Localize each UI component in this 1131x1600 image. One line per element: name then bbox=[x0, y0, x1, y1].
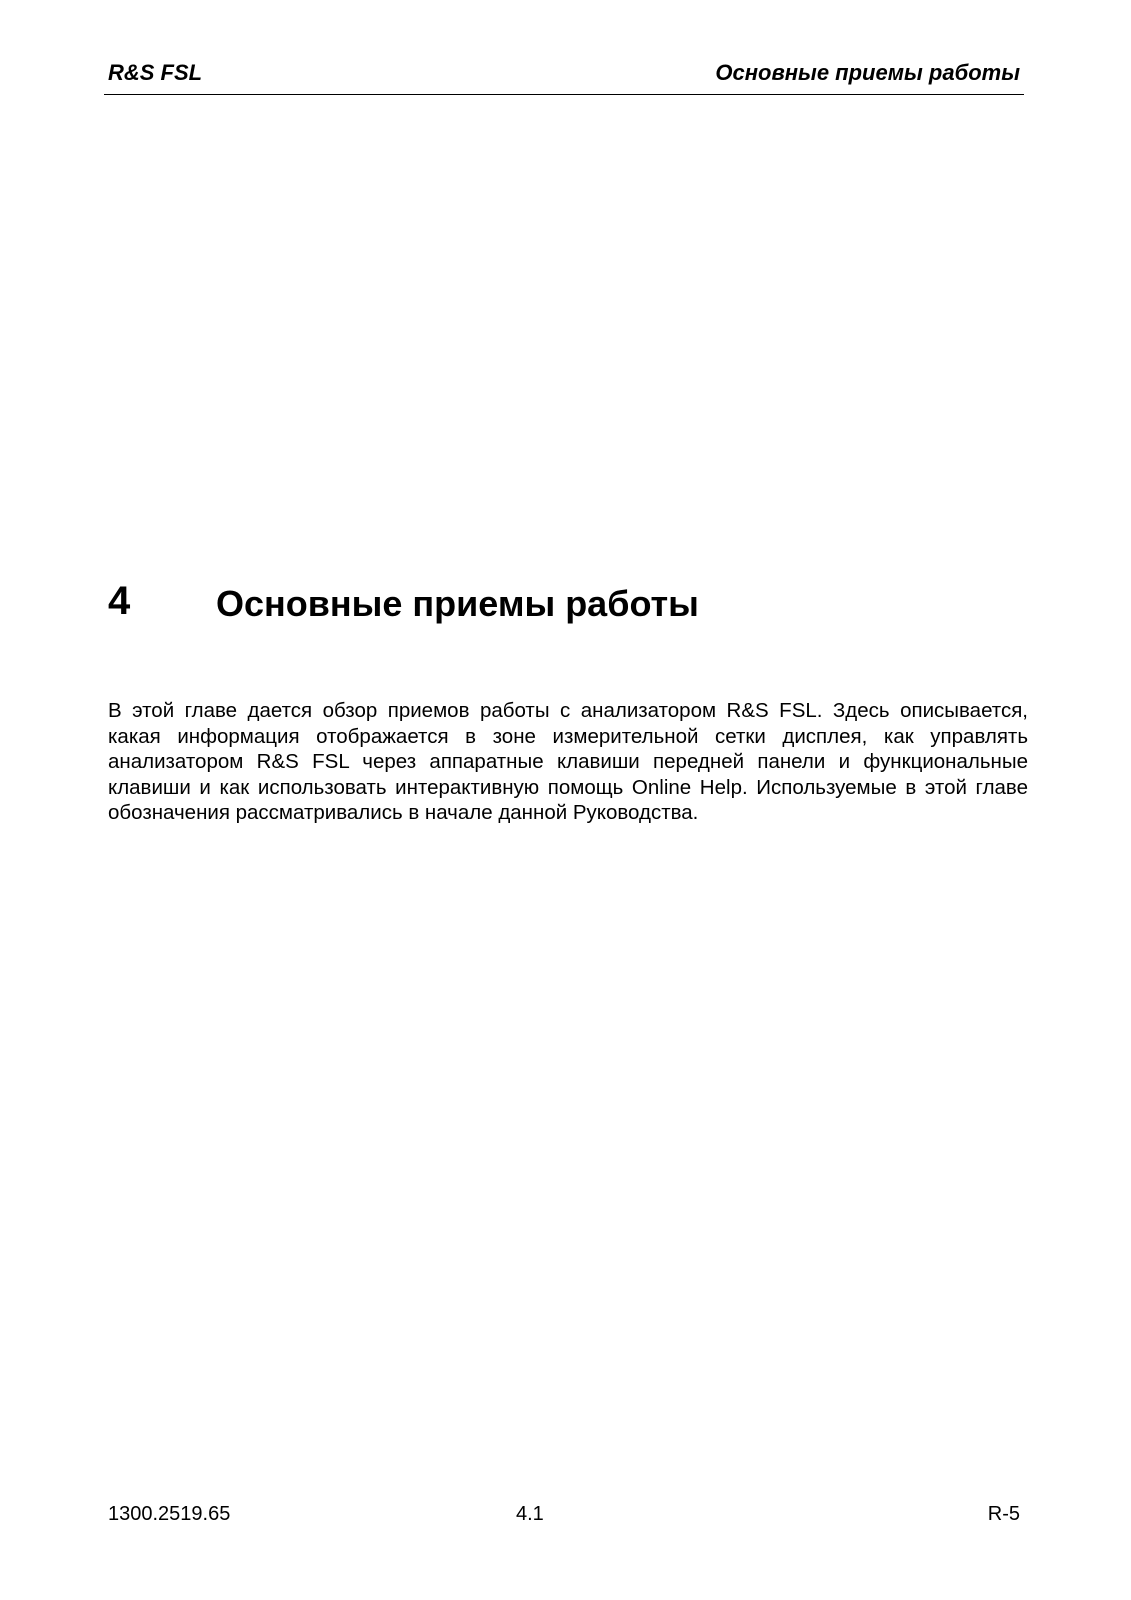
footer-doc-number: 1300.2519.65 bbox=[108, 1503, 231, 1525]
page-footer bbox=[104, 1503, 1024, 1533]
chapter-heading bbox=[108, 578, 1024, 628]
chapter-title: Основные приемы работы bbox=[216, 583, 699, 624]
chapter-number: 4 bbox=[108, 579, 131, 623]
header-product-name: R&S FSL bbox=[108, 60, 203, 85]
header-section-title: Основные приемы работы bbox=[715, 60, 1020, 85]
intro-paragraph: В этой главе дается обзор приемов работы с анализатором R&S FSL. Здесь описывается, какая информация отображается в зоне измерительной сетки дисплея, как управлять анализатором R&S FSL через аппаратные клавиши передней панели и функциональные клавиши и как использовать интерактивную помощь Online Help. Используемые в этой главе обозначения рассматривались в начале данной Руководства. bbox=[108, 699, 1028, 824]
footer-version: 4.1 bbox=[516, 1503, 544, 1525]
page-header bbox=[104, 58, 1024, 95]
footer-page-number: R-5 bbox=[987, 1503, 1020, 1525]
